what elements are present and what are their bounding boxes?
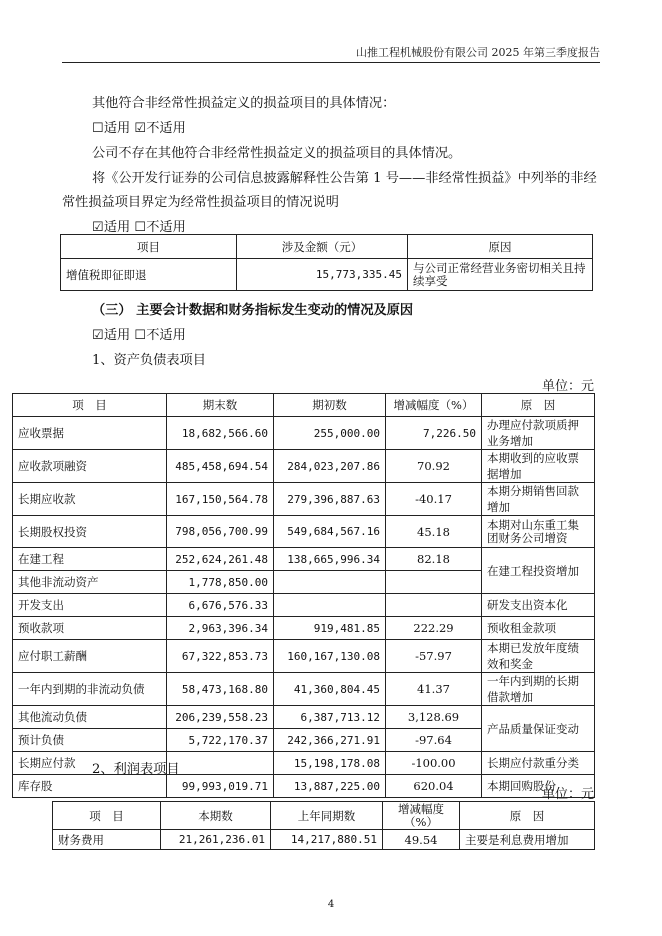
cell-end: 206,239,558.23 <box>167 706 274 729</box>
explain-checkbox: ☑适用 ☐不适用 <box>92 220 186 235</box>
cell-item: 预计负债 <box>13 729 167 752</box>
explain-line-2: 常性损益项目界定为经常性损益项目的情况说明 <box>62 195 339 210</box>
cell-change: 3,128.69 <box>386 706 482 729</box>
cell-amount: 15,773,335.45 <box>237 259 408 291</box>
page-header <box>62 38 600 63</box>
cell-end: 2,963,396.34 <box>167 617 274 640</box>
col-header-item: 项目 <box>61 235 237 259</box>
cell-reason: 办理应付款项质押业务增加 <box>482 417 595 450</box>
cell-reason: 产品质量保证变动 <box>482 706 595 752</box>
cell-begin: 284,023,207.86 <box>274 450 386 483</box>
table-row <box>13 617 595 640</box>
cell-item: 长期应收款 <box>13 483 167 516</box>
cell-item: 在建工程 <box>13 548 167 571</box>
table-row <box>61 259 593 291</box>
cell-reason: 与公司正常经营业务密切相关且持续享受 <box>408 259 593 291</box>
table-row <box>13 594 595 617</box>
cell-begin: 13,887,225.00 <box>274 775 386 798</box>
cell-item: 应收款项融资 <box>13 450 167 483</box>
cell-begin: 279,396,887.63 <box>274 483 386 516</box>
cell-reason: 主要是利息费用增加 <box>460 830 595 850</box>
cell-change: 620.04 <box>386 775 482 798</box>
cell-begin: 41,360,804.45 <box>274 673 386 706</box>
cell-change: -97.64 <box>386 729 482 752</box>
table-row <box>13 640 595 673</box>
table-row <box>53 830 595 850</box>
cell-item: 开发支出 <box>13 594 167 617</box>
unit-label-1: 单位：元 <box>541 379 594 394</box>
cell-begin <box>274 594 386 617</box>
cell-item: 其他流动负债 <box>13 706 167 729</box>
balance-title: 1、资产负债表项目 <box>92 353 206 368</box>
cell-begin: 15,198,178.08 <box>274 752 386 775</box>
other-items-note: 公司不存在其他符合非经常性损益定义的损益项目的具体情况。 <box>92 146 462 161</box>
cell-begin: 549,684,567.16 <box>274 516 386 548</box>
income-statement-table <box>52 801 595 850</box>
table-row <box>13 775 595 798</box>
table-header-row <box>13 394 595 417</box>
cell-change: -100.00 <box>386 752 482 775</box>
cell-change: -40.17 <box>386 483 482 516</box>
table-header-row <box>53 802 595 830</box>
cell-reason: 本期对山东重工集团财务公司增资 <box>482 516 595 548</box>
col-header-item: 项 目 <box>53 802 161 830</box>
cell-item: 应付职工薪酬 <box>13 640 167 673</box>
cell-end: 1,778,850.00 <box>167 571 274 594</box>
table-row <box>13 548 595 571</box>
cell-end: 485,458,694.54 <box>167 450 274 483</box>
cell-item: 应收票据 <box>13 417 167 450</box>
cell-begin: 242,366,271.91 <box>274 729 386 752</box>
cell-reason: 在建工程投资增加 <box>482 548 595 594</box>
balance-sheet-table <box>12 393 595 798</box>
cell-change: 45.18 <box>386 516 482 548</box>
cell-begin: 6,387,713.12 <box>274 706 386 729</box>
cell-change: 7,226.50 <box>386 417 482 450</box>
cell-change: 82.18 <box>386 548 482 571</box>
cell-reason: 研发支出资本化 <box>482 594 595 617</box>
cell-item: 一年内到期的非流动负债 <box>13 673 167 706</box>
cell-reason: 本期分期销售回款增加 <box>482 483 595 516</box>
cell-item: 库存股 <box>13 775 167 798</box>
page-number: 4 <box>327 899 335 910</box>
table-row <box>13 450 595 483</box>
cell-current: 21,261,236.01 <box>161 830 271 850</box>
cell-end: 5,722,170.37 <box>167 729 274 752</box>
cell-begin: 919,481.85 <box>274 617 386 640</box>
cell-reason: 预收租金款项 <box>482 617 595 640</box>
cell-change: 41.37 <box>386 673 482 706</box>
other-items-title: 其他符合非经常性损益定义的损益项目的具体情况： <box>92 96 396 111</box>
cell-begin: 160,167,130.08 <box>274 640 386 673</box>
cell-end: 252,624,261.48 <box>167 548 274 571</box>
cell-end: 18,682,566.60 <box>167 417 274 450</box>
cell-change <box>386 594 482 617</box>
cell-begin <box>274 571 386 594</box>
cell-reason: 本期回购股份 <box>482 775 595 798</box>
cell-item: 增值税即征即退 <box>61 259 237 291</box>
cell-end: 167,150,564.78 <box>167 483 274 516</box>
table-header-row <box>61 235 593 259</box>
cell-item: 长期应付款 <box>13 752 167 775</box>
cell-end: 6,676,576.33 <box>167 594 274 617</box>
cell-prior: 14,217,880.51 <box>271 830 383 850</box>
cell-reason: 本期已发放年度绩效和奖金 <box>482 640 595 673</box>
cell-item: 长期股权投资 <box>13 516 167 548</box>
cell-change <box>386 571 482 594</box>
cell-item: 预收款项 <box>13 617 167 640</box>
col-header-reason: 原 因 <box>460 802 595 830</box>
table-row <box>13 483 595 516</box>
explain-line-1: 将《公开发行证券的公司信息披露解释性公告第 1 号——非经常性损益》中列举的非经 <box>92 171 597 186</box>
nonrecurring-table <box>60 234 593 291</box>
unit-label-2: 单位：元 <box>541 787 594 802</box>
cell-end: 58,473,168.80 <box>167 673 274 706</box>
cell-reason: 一年内到期的长期借款增加 <box>482 673 595 706</box>
cell-end <box>167 752 274 775</box>
other-items-checkbox: ☐适用 ☑不适用 <box>92 121 186 136</box>
cell-item: 财务费用 <box>53 830 161 850</box>
col-header-begin: 期初数 <box>274 394 386 417</box>
cell-begin: 138,665,996.34 <box>274 548 386 571</box>
col-header-change: 增减幅度（%） <box>383 802 460 830</box>
cell-change: 70.92 <box>386 450 482 483</box>
section3-title: （三） 主要会计数据和财务指标发生变动的情况及原因 <box>92 303 414 318</box>
col-header-prior: 上年同期数 <box>271 802 383 830</box>
cell-change: -57.97 <box>386 640 482 673</box>
col-header-reason: 原 因 <box>482 394 595 417</box>
header-title: 山推工程机械股份有限公司 2025 年第三季度报告 <box>356 46 600 59</box>
col-header-end: 期末数 <box>167 394 274 417</box>
cell-end: 67,322,853.73 <box>167 640 274 673</box>
col-header-current: 本期数 <box>161 802 271 830</box>
col-header-reason: 原因 <box>408 235 593 259</box>
section3-checkbox: ☑适用 ☐不适用 <box>92 328 186 343</box>
cell-item: 其他非流动资产 <box>13 571 167 594</box>
table-row <box>13 673 595 706</box>
cell-end: 798,056,700.99 <box>167 516 274 548</box>
col-header-change: 增减幅度（%） <box>386 394 482 417</box>
table-row <box>13 516 595 548</box>
table-row <box>13 706 595 729</box>
cell-reason: 本期收到的应收票据增加 <box>482 450 595 483</box>
col-header-amount: 涉及金额（元） <box>237 235 408 259</box>
table-row <box>13 417 595 450</box>
cell-change: 49.54 <box>383 830 460 850</box>
income-title: 2、利润表项目 <box>92 762 180 777</box>
cell-end: 99,993,019.71 <box>167 775 274 798</box>
cell-change: 222.29 <box>386 617 482 640</box>
cell-begin: 255,000.00 <box>274 417 386 450</box>
col-header-item: 项 目 <box>13 394 167 417</box>
cell-reason: 长期应付款重分类 <box>482 752 595 775</box>
